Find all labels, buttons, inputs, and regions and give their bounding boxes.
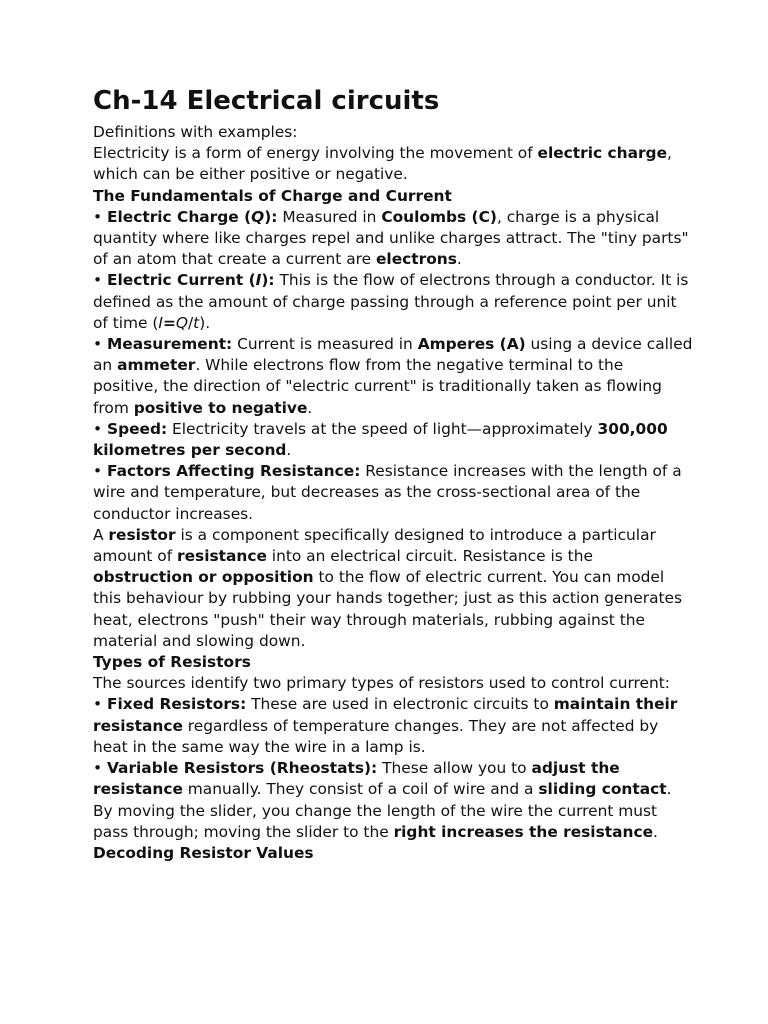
bullet-variable-resistors <box>93 758 693 843</box>
text-run: • <box>93 759 107 778</box>
definitions-line: Definitions with examples: <box>93 123 298 141</box>
text-run: Q <box>251 207 265 226</box>
text-run: electrons <box>375 250 457 269</box>
text-run: . <box>653 822 658 841</box>
text-run: positive to negative <box>133 398 308 417</box>
bullet-fixed-resistors <box>93 694 693 758</box>
page-title: Ch-14 Electrical circuits <box>93 86 440 116</box>
text-run: A <box>93 525 109 544</box>
text-run: Electric Current ( <box>106 271 256 290</box>
section-heading-types: Types of Resistors <box>93 653 251 672</box>
section-heading-decoding: Decoding Resistor Values <box>93 843 314 862</box>
text-run: . <box>307 398 313 417</box>
text-run: . <box>456 250 462 269</box>
text-run: Current is measured in <box>232 335 418 354</box>
text-run: Electricity travels at the speed of light—approximately <box>167 419 598 438</box>
text-run: / <box>187 313 194 332</box>
text-run: ammeter <box>117 356 196 375</box>
text-run: right increases the resistance <box>393 822 654 841</box>
text-run: I <box>158 313 163 332</box>
text-run: Q <box>175 313 188 332</box>
sources-paragraph: The sources identify two primary types of resistors used to control current: <box>93 674 670 693</box>
text-run: using a device called an <box>93 335 693 375</box>
section-heading-fundamentals: The Fundamentals of Charge and Current <box>93 186 452 205</box>
bullet-electric-current <box>93 270 693 334</box>
text-run: adjust the resistance <box>93 759 620 799</box>
text-run: regardless of temperature changes. They are not affected by heat in the same way the wire in a lamp is. <box>93 716 659 756</box>
text-run: • <box>93 419 107 438</box>
text-run: Coulombs (C) <box>381 207 497 226</box>
text-run: electric charge <box>537 144 668 163</box>
text-run: . While electrons flow from the negative terminal to the positive, the direction of "electric current" is traditionally taken as flowing from <box>93 356 662 417</box>
text-run: • <box>93 335 107 354</box>
resistor-paragraph <box>93 525 693 652</box>
text-run: resistor <box>108 525 176 544</box>
text-run: • <box>93 695 107 714</box>
text-run: = <box>162 313 176 332</box>
text-run: Measurement: <box>106 335 233 354</box>
text-run: is a component specifically designed to introduce a particular amount of <box>93 525 656 566</box>
text-run: These are used in electronic circuits to <box>246 695 554 714</box>
text-run: 300,000 kilometres per second <box>93 419 668 460</box>
text-run: resistance <box>177 547 267 566</box>
text-run: t <box>193 313 200 332</box>
text-run: , charge is a physical quantity where like charges repel and unlike charges attract. The "tiny parts" of an atom that create a current are <box>93 207 689 269</box>
text-run: manually. They consist of a coil of wire and a <box>182 780 539 799</box>
document-page <box>93 86 693 864</box>
text-run: Measured in <box>277 207 382 226</box>
text-run: • <box>93 462 107 481</box>
text-run: Factors Affecting Resistance: <box>106 462 361 481</box>
text-run: ): <box>261 271 275 290</box>
text-run: I <box>255 271 262 290</box>
text-run: Speed: <box>106 419 168 438</box>
bullet-factors-resistance <box>93 461 693 525</box>
text-run: Electric Charge ( <box>106 207 252 226</box>
text-run: . By moving the slider, you change the length of the wire the current must pass through; moving the slider to the <box>93 780 672 841</box>
text-run: Amperes (A) <box>417 335 526 354</box>
text-run: • <box>93 271 107 290</box>
text-run: Fixed Resistors: <box>106 695 247 714</box>
text-run: Variable Resistors (Rheostats): <box>106 759 378 778</box>
text-run: Resistance increases with the length of a wire and temperature, but decreases as the cross-sectional area of the conductor increases. <box>93 462 682 523</box>
text-run: into an electrical circuit. Resistance is the <box>266 547 593 566</box>
text-run: These allow you to <box>377 759 532 778</box>
text-run: ): <box>264 207 278 226</box>
text-run: . <box>286 441 292 460</box>
text-run: maintain their resistance <box>93 695 678 735</box>
text-run: This is the flow of electrons through a conductor. It is defined as the amount of charge passing through a reference point per unit of time ( <box>93 271 689 332</box>
bullet-electric-charge <box>93 207 693 271</box>
text-run: Electricity is a form of energy involving the movement of <box>93 144 538 163</box>
text-run: sliding contact <box>538 780 667 799</box>
text-run: • <box>93 207 107 226</box>
bullet-measurement <box>93 334 693 419</box>
text-run: to the flow of electric current. You can model this behaviour by rubbing your hands together; just as this action generates heat, electrons "push" their way through materials, rubbing against the material and slowing down. <box>93 568 683 650</box>
bullet-speed <box>93 419 693 461</box>
intro-paragraph <box>93 143 693 185</box>
text-run: ). <box>199 313 211 332</box>
text-run: , which can be either positive or negative. <box>93 144 672 184</box>
text-run: obstruction or opposition <box>93 568 314 587</box>
